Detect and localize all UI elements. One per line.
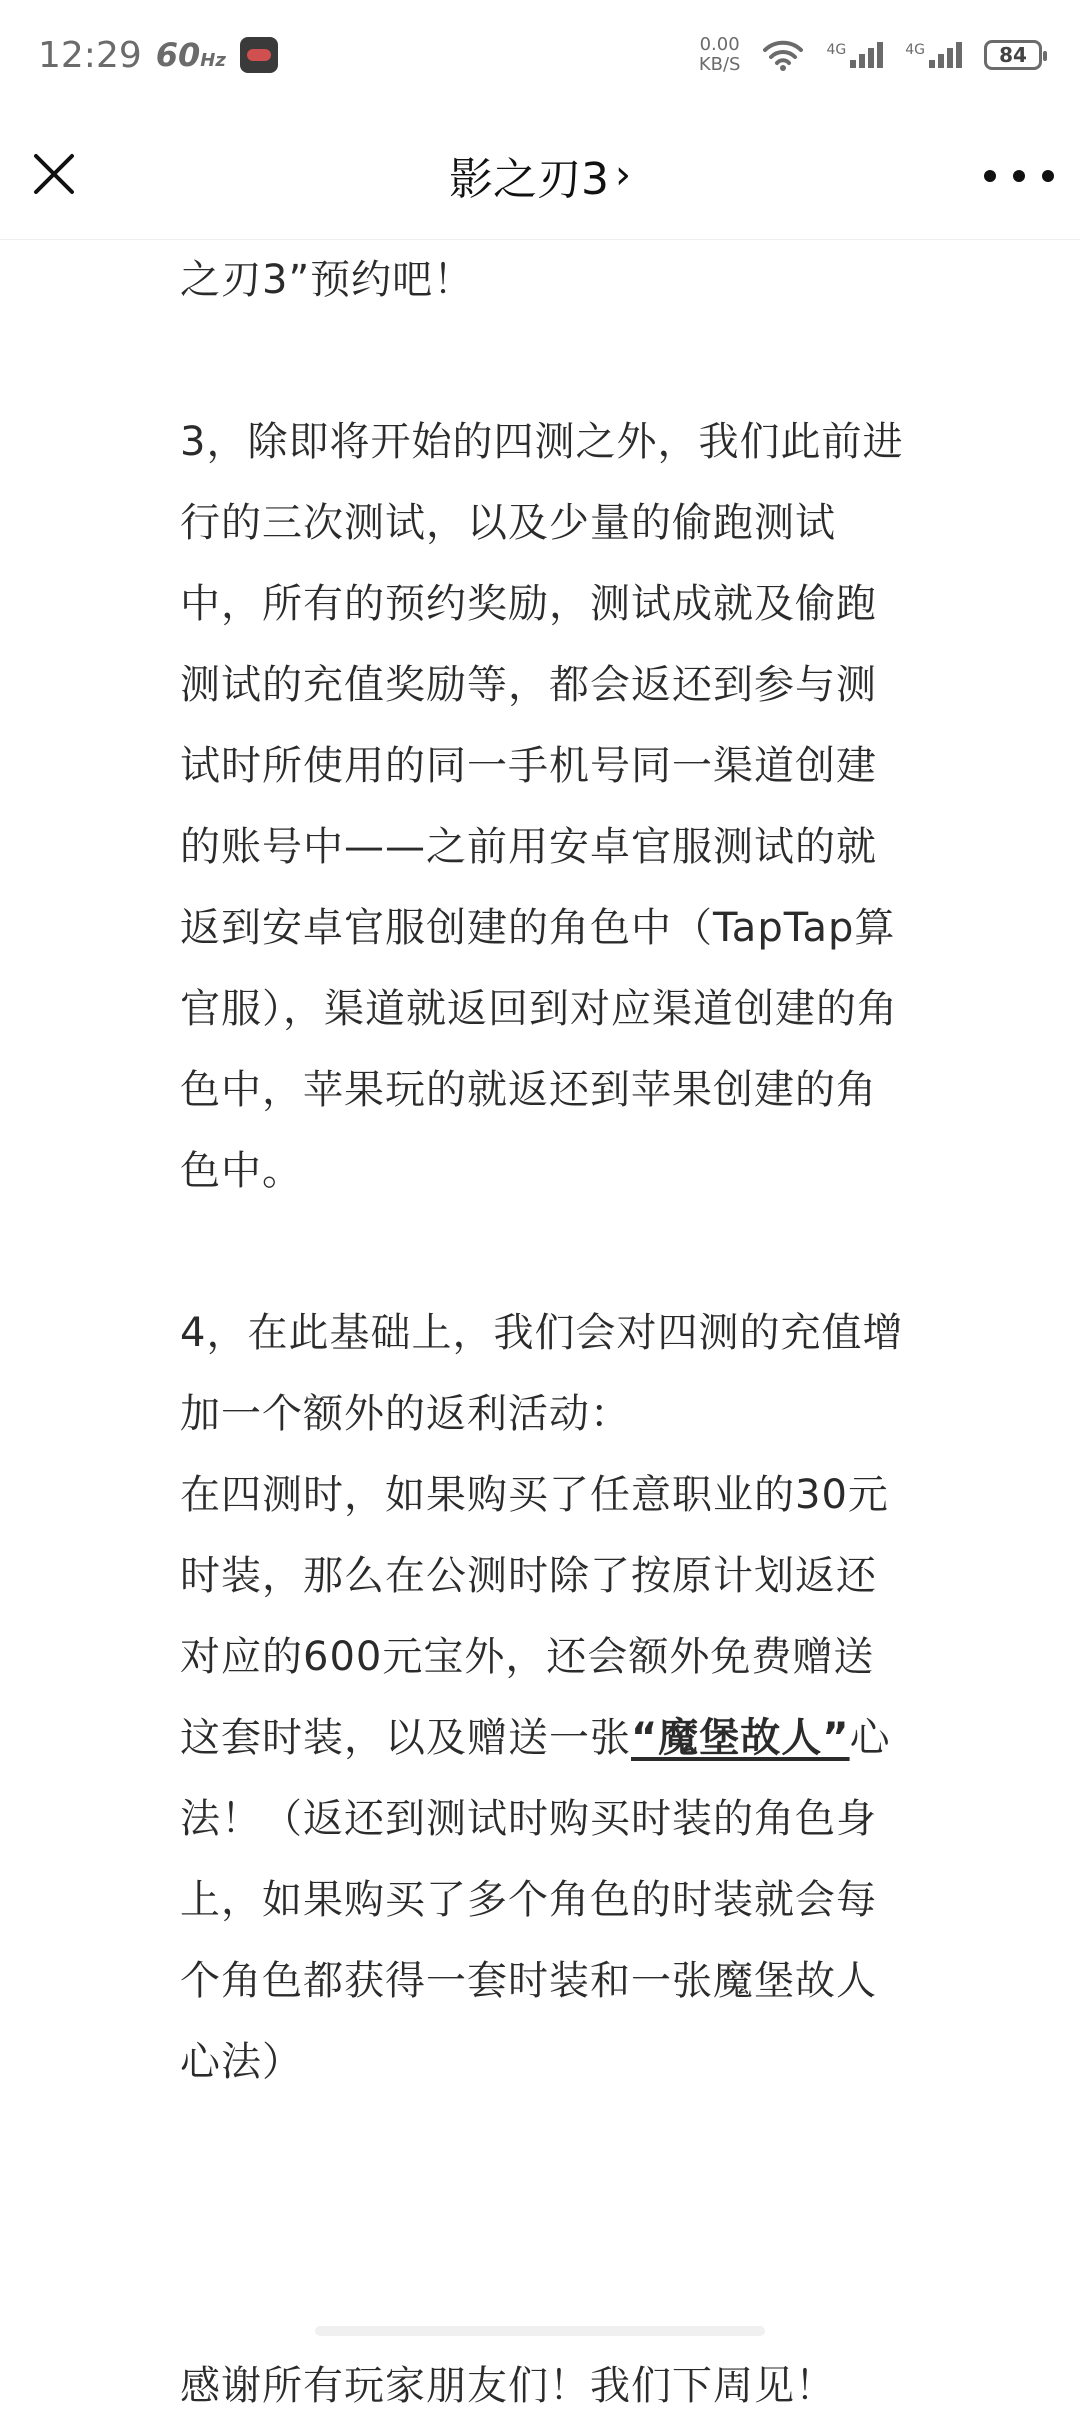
paragraph-3: 3，除即将开始的四测之外，我们此前进行的三次测试，以及少量的偷跑测试中，所有的预约奖励，测试成就及偷跑测试的充值奖励等，都会返还到参与测试时所使用的同一手机号同一渠道创建的账号中——之前用安卓官服测试的就返到安卓官服创建的角色中（TapTap算官服），渠道就返回到对应渠道创建的角色中，苹果玩的就返还到苹果创建的角色中。 [180,419,904,1194]
wifi-icon [762,39,804,71]
more-options-button[interactable] [984,156,1054,196]
sim1-signal [826,42,883,68]
sim2-label: 4G [905,42,925,58]
closing-line: 感谢所有玩家朋友们！我们下周见！ [180,2363,836,2409]
refresh-rate-value: 60 [155,36,201,74]
article-body [180,240,910,2427]
refresh-rate [156,36,226,74]
status-time: 12:29 [38,34,142,76]
header-bar [0,110,1080,240]
chevron-right-icon: › [615,152,631,198]
home-indicator [315,2326,765,2336]
account-title-link[interactable] [0,110,1080,240]
refresh-rate-unit: Hz [200,50,226,71]
net-speed [699,35,741,75]
status-right [699,35,1042,75]
article-line-continuation: 之刃3”预约吧！ [180,257,475,303]
battery-icon [984,40,1042,70]
net-speed-unit: KB/S [698,54,741,75]
sim1-label: 4G [826,42,847,58]
paragraph-4-text-before: 在四测时，如果购买了任意职业的30元时装，那么在公测时除了按原计划返还对应的600元宝外，还会额外免费赠送这套时装，以及赠送一张 [180,1472,889,1761]
net-speed-value: 0.00 [699,34,740,55]
xinfa-name-highlight: “魔堡故人” [631,1715,850,1761]
page-title: 影之刃3 [449,154,609,205]
status-bar [0,0,1080,110]
paragraph-4-intro: 4，在此基础上，我们会对四测的充值增加一个额外的返利活动： [180,1310,904,1437]
battery-level: 84 [999,43,1027,67]
status-left [38,35,278,76]
paragraph-4-detail [180,1455,910,2103]
more-dot [1042,170,1054,182]
signal-bars-icon [850,42,883,68]
more-dot [984,170,996,182]
paragraph-4-text-after: 心法！（返还到测试时购买时装的角色身上，如果购买了多个角色的时装就会每个角色都获得一套时装和一张魔堡故人心法） [180,1715,891,2085]
signal-bars-icon [929,42,962,68]
more-dot [1013,170,1025,182]
notification-app-icon [240,37,278,73]
sim2-signal [905,42,962,68]
